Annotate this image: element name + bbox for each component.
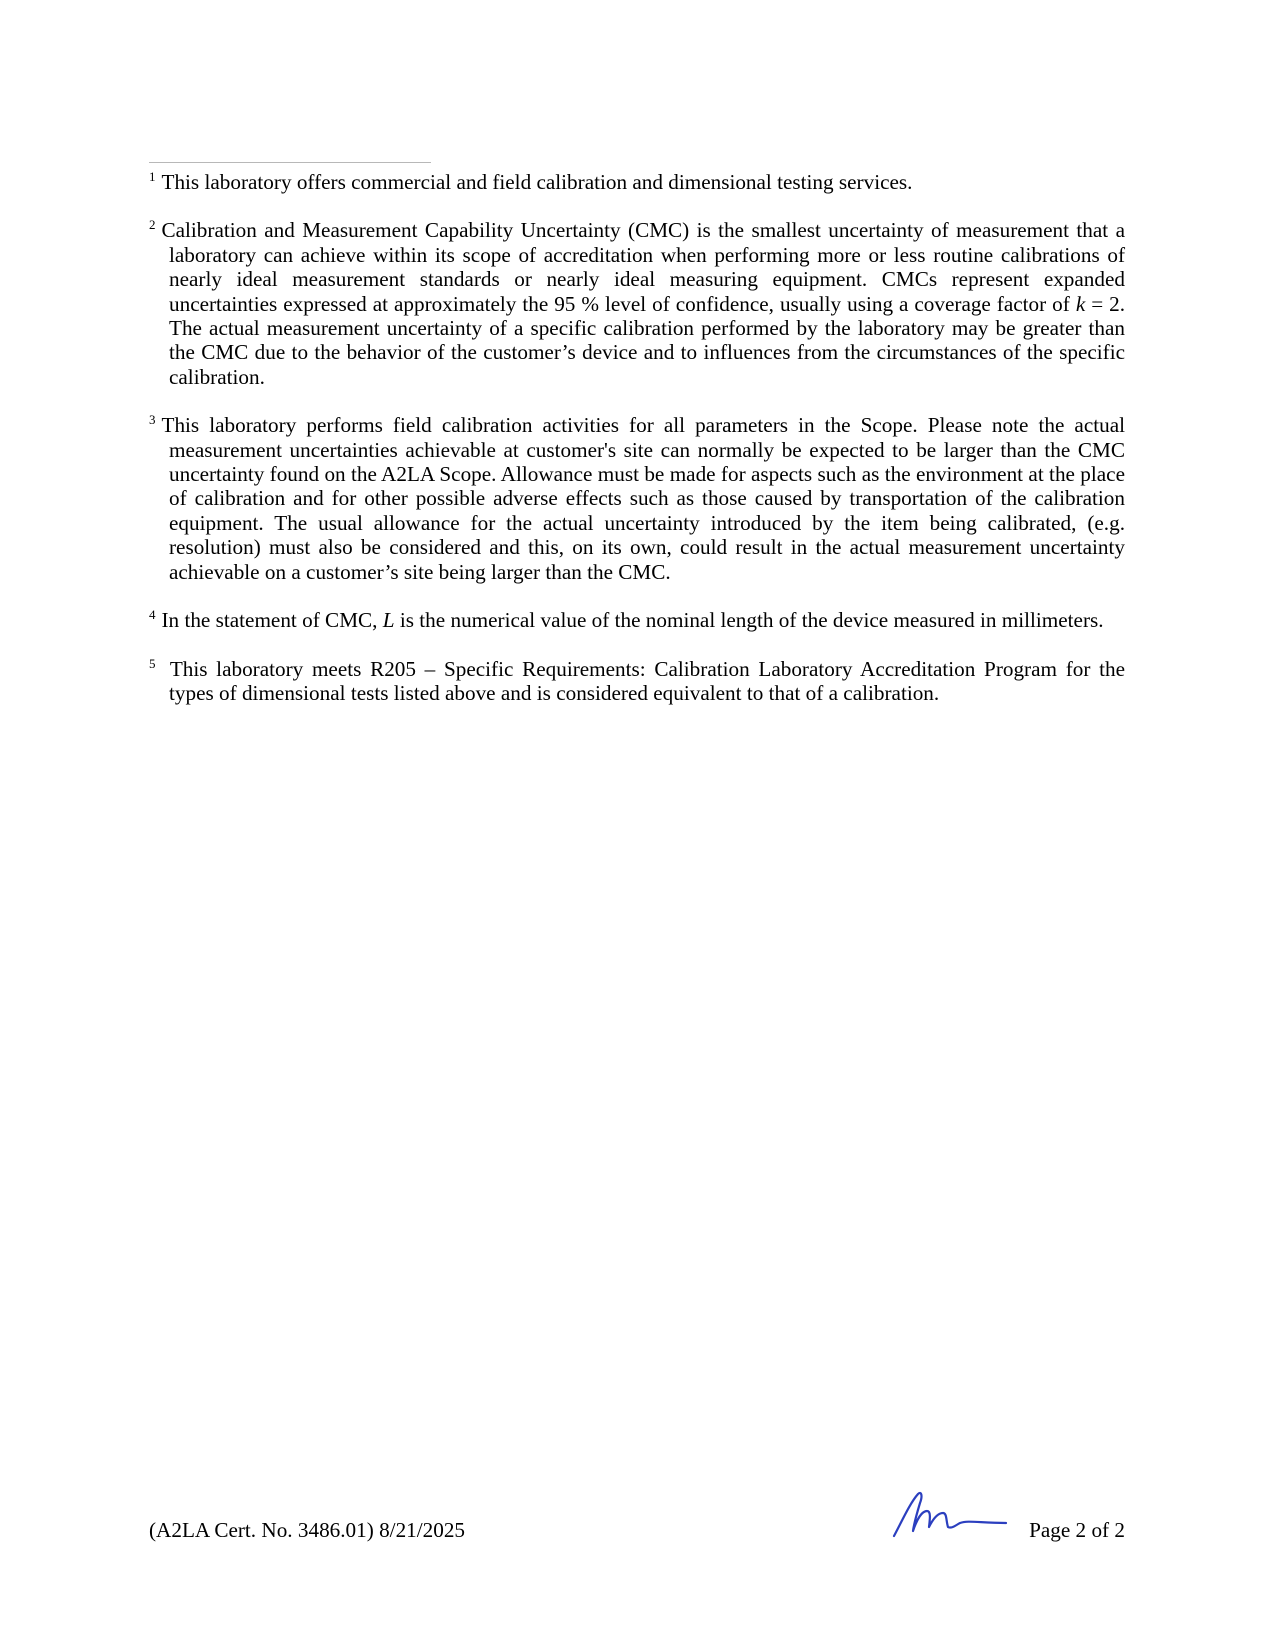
footnote-italic-symbol: L	[382, 608, 395, 633]
footnote-marker: 3	[149, 412, 156, 428]
footnote-italic-symbol: k	[1075, 291, 1086, 316]
footnote-marker: 1	[149, 169, 156, 184]
signature-stroke	[894, 1493, 1006, 1536]
footnote-text: This laboratory meets R205 – Specific Requirements: Calibration Laboratory Accreditation Program for the types of dimensional tests listed above and is considered equivalent to that of a calibration.	[161, 656, 1125, 705]
footnote-text: Calibration and Measurement Capability Uncertainty (CMC) is the smallest uncertainty of measurement that a laboratory can achieve within its scope of accreditation when performing more or less routine calibrations of nearly ideal measurement standards or nearly ideal measuring equipment. CMCs represent expanded uncertainties expressed at approximately the 95 % level of confidence, usually using a coverage factor of	[161, 218, 1125, 316]
footnote-text: This laboratory offers commercial and field calibration and dimensional testing services.	[161, 170, 913, 194]
footnote-4	[149, 608, 1125, 632]
footnote-2	[149, 218, 1125, 389]
footnote-separator	[149, 162, 431, 163]
page-number: Page 2 of 2	[1029, 1518, 1125, 1542]
footnote-text: = 2. The actual measurement uncertainty of a specific calibration performed by the laboratory may be greater than the CMC due to the behavior of the customer’s device and to influences from the circumstances of the specific calibration.	[169, 291, 1126, 389]
footnote-5	[149, 657, 1125, 706]
footnote-marker: 2	[149, 217, 156, 233]
footnote-text: This laboratory performs field calibration activities for all parameters in the Scope. Please note the actual measurement uncertainties achievable at customer's site can normally be expected to be larger than the CMC uncertainty found on the A2LA Scope. Allowance must be made for aspects such as the environment at the place of calibration and for other possible adverse effects such as those caused by transportation of the calibration equipment. The usual allowance for the actual uncertainty introduced by the item being calibrated, (e.g. resolution) must also be considered and this, on its own, could result in the actual measurement uncertainty achievable on a customer’s site being larger than the CMC.	[161, 413, 1125, 584]
signature-image	[890, 1489, 1008, 1539]
footnote-1	[149, 170, 1125, 194]
certificate-footer: (A2LA Cert. No. 3486.01) 8/21/2025	[149, 1518, 466, 1542]
footnotes-section	[149, 170, 1125, 729]
footnote-text: is the numerical value of the nominal length of the device measured in millimeters.	[394, 608, 1104, 633]
footnote-text: In the statement of CMC,	[161, 608, 383, 633]
footnote-marker: 4	[149, 607, 156, 623]
footnote-3	[149, 413, 1125, 584]
footnote-marker: 5	[149, 655, 156, 671]
